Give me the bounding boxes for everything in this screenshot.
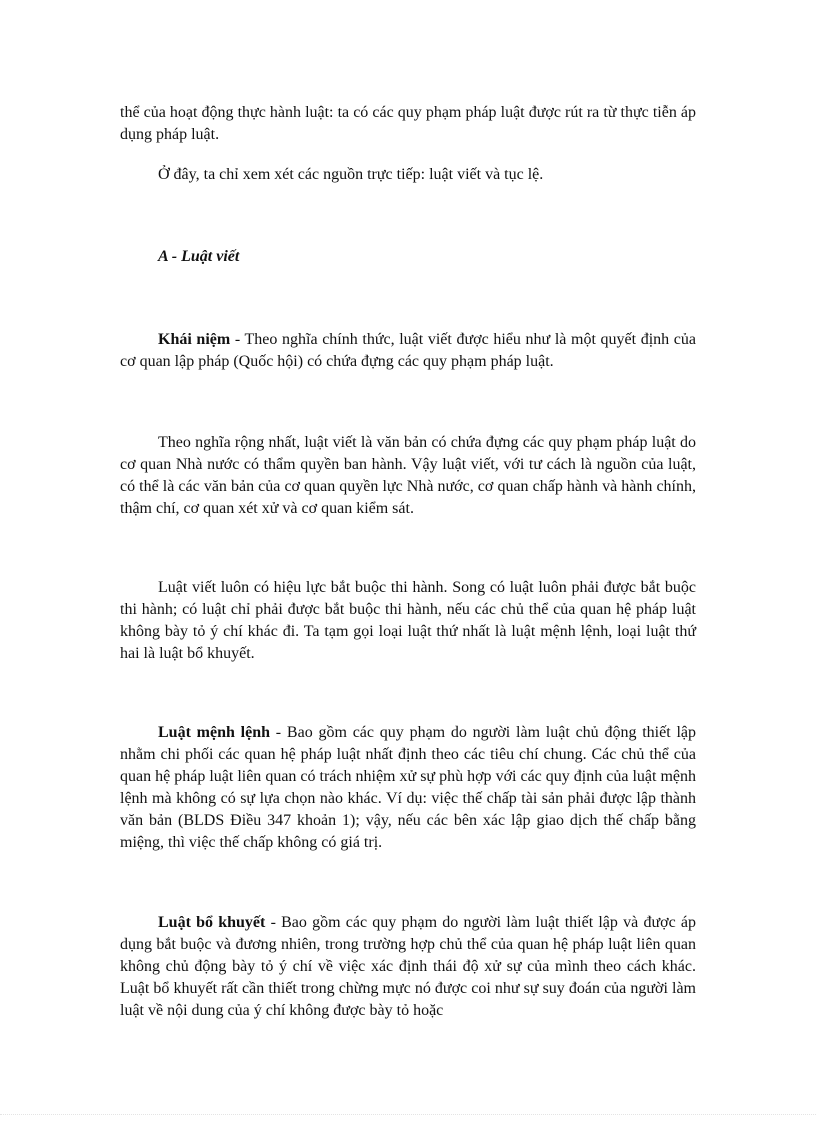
paragraph-2: Ở đây, ta chỉ xem xét các nguồn trực tiếp: luật viết và tục lệ. (158, 166, 544, 183)
paragraph-mandatory-law-text: - Bao gồm các quy phạm do người làm luật chủ động thiết lập nhằm chi phối các quan hệ pháp luật nhất định theo các tiêu chí chung. Các chủ thể của quan hệ pháp luật liên quan có trách nhiệm xử sự phù hợp với các quy định của luật mệnh lệnh mà không có sự lựa chọn nào khác. Ví dụ: việc thế chấp tài sản phải được lập thành văn bản (BLDS Điều 347 khoản 1); vậy, nếu các bên xác lập giao dịch thế chấp bằng miệng, thì việc thế chấp không có giá trị. (120, 724, 697, 851)
term-luat-menh-lenh: Luật mệnh lệnh (158, 724, 271, 741)
paragraph-definition (120, 329, 696, 373)
paragraph-supplementary-law (120, 912, 696, 1022)
paragraph-1: thể của hoạt động thực hành luật: ta có các quy phạm pháp luật được rút ra từ thực tiễn áp dụng pháp luật. (120, 104, 696, 143)
section-heading: A - Luật viết (158, 248, 240, 265)
paragraph-supplementary-law-text: - Bao gồm các quy phạm do người làm luật thiết lập và được áp dụng bắt buộc và đương nhiên, trong trường hợp chủ thể của quan hệ pháp luật liên quan không chủ động bày tỏ ý chí về việc xác định thái độ xử sự của mình theo cách khác. Luật bổ khuyết rất cần thiết trong chừng mực nó được coi như sự suy đoán của người làm luật về nội dung của ý chí không được bày tỏ hoặc (120, 914, 696, 1019)
paragraph-binding-effect: Luật viết luôn có hiệu lực bắt buộc thi hành. Song có luật luôn phải được bắt buộc thi hành; có luật chỉ phải được bắt buộc thi hành, nếu các chủ thể của quan hệ pháp luật không bày tỏ ý chí khác đi. Ta tạm gọi loại luật thứ nhất là luật mệnh lệnh, loại luật thứ hai là luật bổ khuyết. (120, 579, 696, 662)
paragraph-definition-text: - Theo nghĩa chính thức, luật viết được hiểu như là một quyết định của cơ quan lập pháp (Quốc hội) có chứa đựng các quy phạm pháp luật. (120, 331, 697, 370)
term-khai-niem: Khái niệm (158, 331, 231, 348)
page-bottom-edge (0, 1114, 816, 1115)
paragraph-mandatory-law (120, 722, 696, 854)
paragraph-broad-sense: Theo nghĩa rộng nhất, luật viết là văn bản có chứa đựng các quy phạm pháp luật do cơ quan Nhà nước có thẩm quyền ban hành. Vậy luật viết, với tư cách là nguồn của luật, có thể là các văn bản của cơ quan quyền lực Nhà nước, cơ quan chấp hành và hành chính, thậm chí, cơ quan xét xử và cơ quan kiểm sát. (120, 434, 696, 517)
term-luat-bo-khuyet: Luật bổ khuyết (158, 914, 266, 931)
